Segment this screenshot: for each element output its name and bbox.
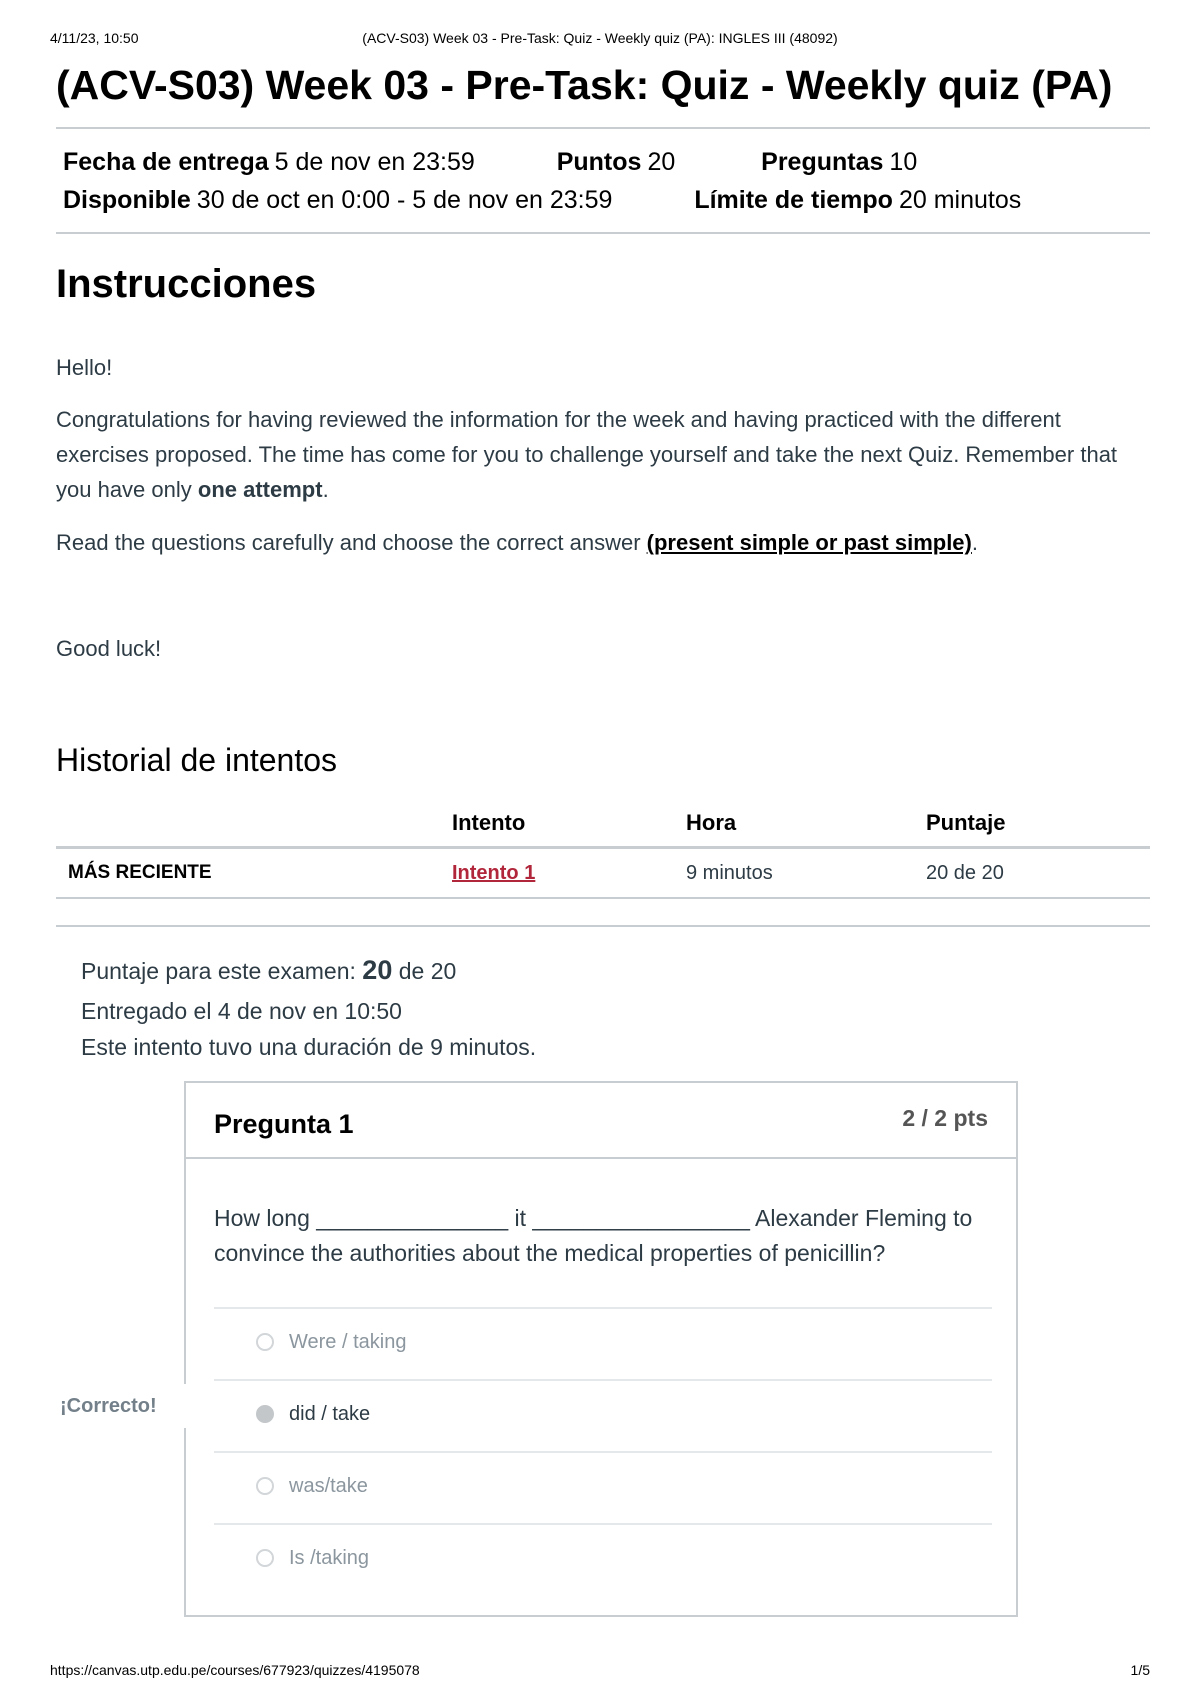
quiz-score-line xyxy=(81,955,456,986)
radio-button[interactable] xyxy=(256,1477,274,1495)
answer-option[interactable] xyxy=(214,1523,992,1595)
points-label: Puntos xyxy=(556,148,642,176)
available-value: 30 de oct en 0:00 - 5 de nov en 23:59 xyxy=(196,186,613,214)
attempt-link[interactable]: Intento 1 xyxy=(452,861,536,884)
questions-label: Preguntas xyxy=(761,148,884,176)
divider xyxy=(56,127,1150,129)
due-value: 5 de nov en 23:59 xyxy=(274,148,475,176)
instructions-good-luck: Good luck! xyxy=(56,636,162,661)
due-label: Fecha de entrega xyxy=(63,148,269,176)
score-total: de 20 xyxy=(398,958,457,984)
column-header-attempt: Intento xyxy=(452,800,686,848)
most-recent-label: MÁS RECIENTE xyxy=(56,848,452,899)
answer-list xyxy=(214,1307,992,1595)
divider xyxy=(56,925,1150,927)
answer-text: was/take xyxy=(289,1475,368,1497)
questions-value: 10 xyxy=(889,148,918,176)
attempt-score: 20 de 20 xyxy=(926,848,1150,899)
column-header xyxy=(56,800,452,848)
time-limit-value: 20 minutos xyxy=(898,186,1022,214)
print-datetime: 4/11/23, 10:50 xyxy=(50,30,139,46)
radio-button[interactable] xyxy=(256,1333,274,1351)
attempt-history-heading: Historial de intentos xyxy=(56,742,338,778)
column-header-score: Puntaje xyxy=(926,800,1150,848)
answer-type-link[interactable]: (present simple or past simple) xyxy=(646,530,972,555)
page-title: (ACV-S03) Week 03 - Pre-Task: Quiz - Weekly quiz (PA) xyxy=(56,62,1113,108)
one-attempt-emphasis: one attempt xyxy=(197,477,323,502)
score-label: Puntaje para este examen: xyxy=(81,958,356,984)
answer-option[interactable] xyxy=(214,1307,992,1379)
instructions-heading: Instrucciones xyxy=(56,262,317,306)
submitted-at: Entregado el 4 de nov en 10:50 xyxy=(81,998,402,1024)
table-header-row xyxy=(56,800,1150,848)
attempt-duration: Este intento tuvo una duración de 9 minutos. xyxy=(81,1034,537,1060)
attempt-time: 9 minutos xyxy=(686,848,926,899)
radio-button[interactable] xyxy=(256,1549,274,1567)
column-header-time: Hora xyxy=(686,800,926,848)
points-value: 20 xyxy=(647,148,676,176)
score-value: 20 xyxy=(362,955,393,985)
attempt-history-table xyxy=(56,800,1150,899)
print-footer xyxy=(50,1662,1150,1678)
radio-button-selected[interactable] xyxy=(256,1405,274,1423)
print-header xyxy=(50,30,1150,46)
question-text: How long _______________ it _________________ Alexander Fleming to convince the authorities about the medical properties of penicillin? xyxy=(214,1205,973,1266)
instructions-paragraph-2: Read the questions carefully and choose the correct answer (present simple or past simple). xyxy=(56,530,978,555)
quiz-details-row-1 xyxy=(63,148,917,177)
instructions-hello: Hello! xyxy=(56,355,113,380)
answer-option[interactable] xyxy=(214,1451,992,1523)
question-title: Pregunta 1 xyxy=(214,1109,354,1139)
question-points: 2 / 2 pts xyxy=(902,1105,988,1131)
divider xyxy=(56,232,1150,234)
correct-marker-notch xyxy=(181,1384,189,1428)
time-limit-label: Límite de tiempo xyxy=(694,186,893,214)
question-card xyxy=(184,1081,1018,1617)
question-header xyxy=(186,1083,1016,1159)
quiz-details-row-2 xyxy=(63,186,1021,215)
available-label: Disponible xyxy=(63,186,191,214)
print-doc-title: (ACV-S03) Week 03 - Pre-Task: Quiz - Weekly quiz (PA): INGLES III (48092) xyxy=(362,30,838,46)
answer-text: did / take xyxy=(289,1403,371,1425)
answer-text: Were / taking xyxy=(289,1331,407,1353)
correct-answer-label: ¡Correcto! xyxy=(58,1393,159,1420)
answer-text: Is /taking xyxy=(289,1547,370,1569)
print-page-number: 1/5 xyxy=(1130,1662,1150,1678)
answer-option-selected[interactable] xyxy=(214,1379,992,1451)
table-row xyxy=(56,848,1150,899)
instructions-paragraph-1: Congratulations for having reviewed the information for the week and having practiced with the different exercises proposed. The time has come for you to challenge yourself and take the next Quiz. Remember that you have only one attempt. xyxy=(56,407,1118,502)
print-url: https://canvas.utp.edu.pe/courses/677923/quizzes/4195078 xyxy=(50,1662,420,1678)
